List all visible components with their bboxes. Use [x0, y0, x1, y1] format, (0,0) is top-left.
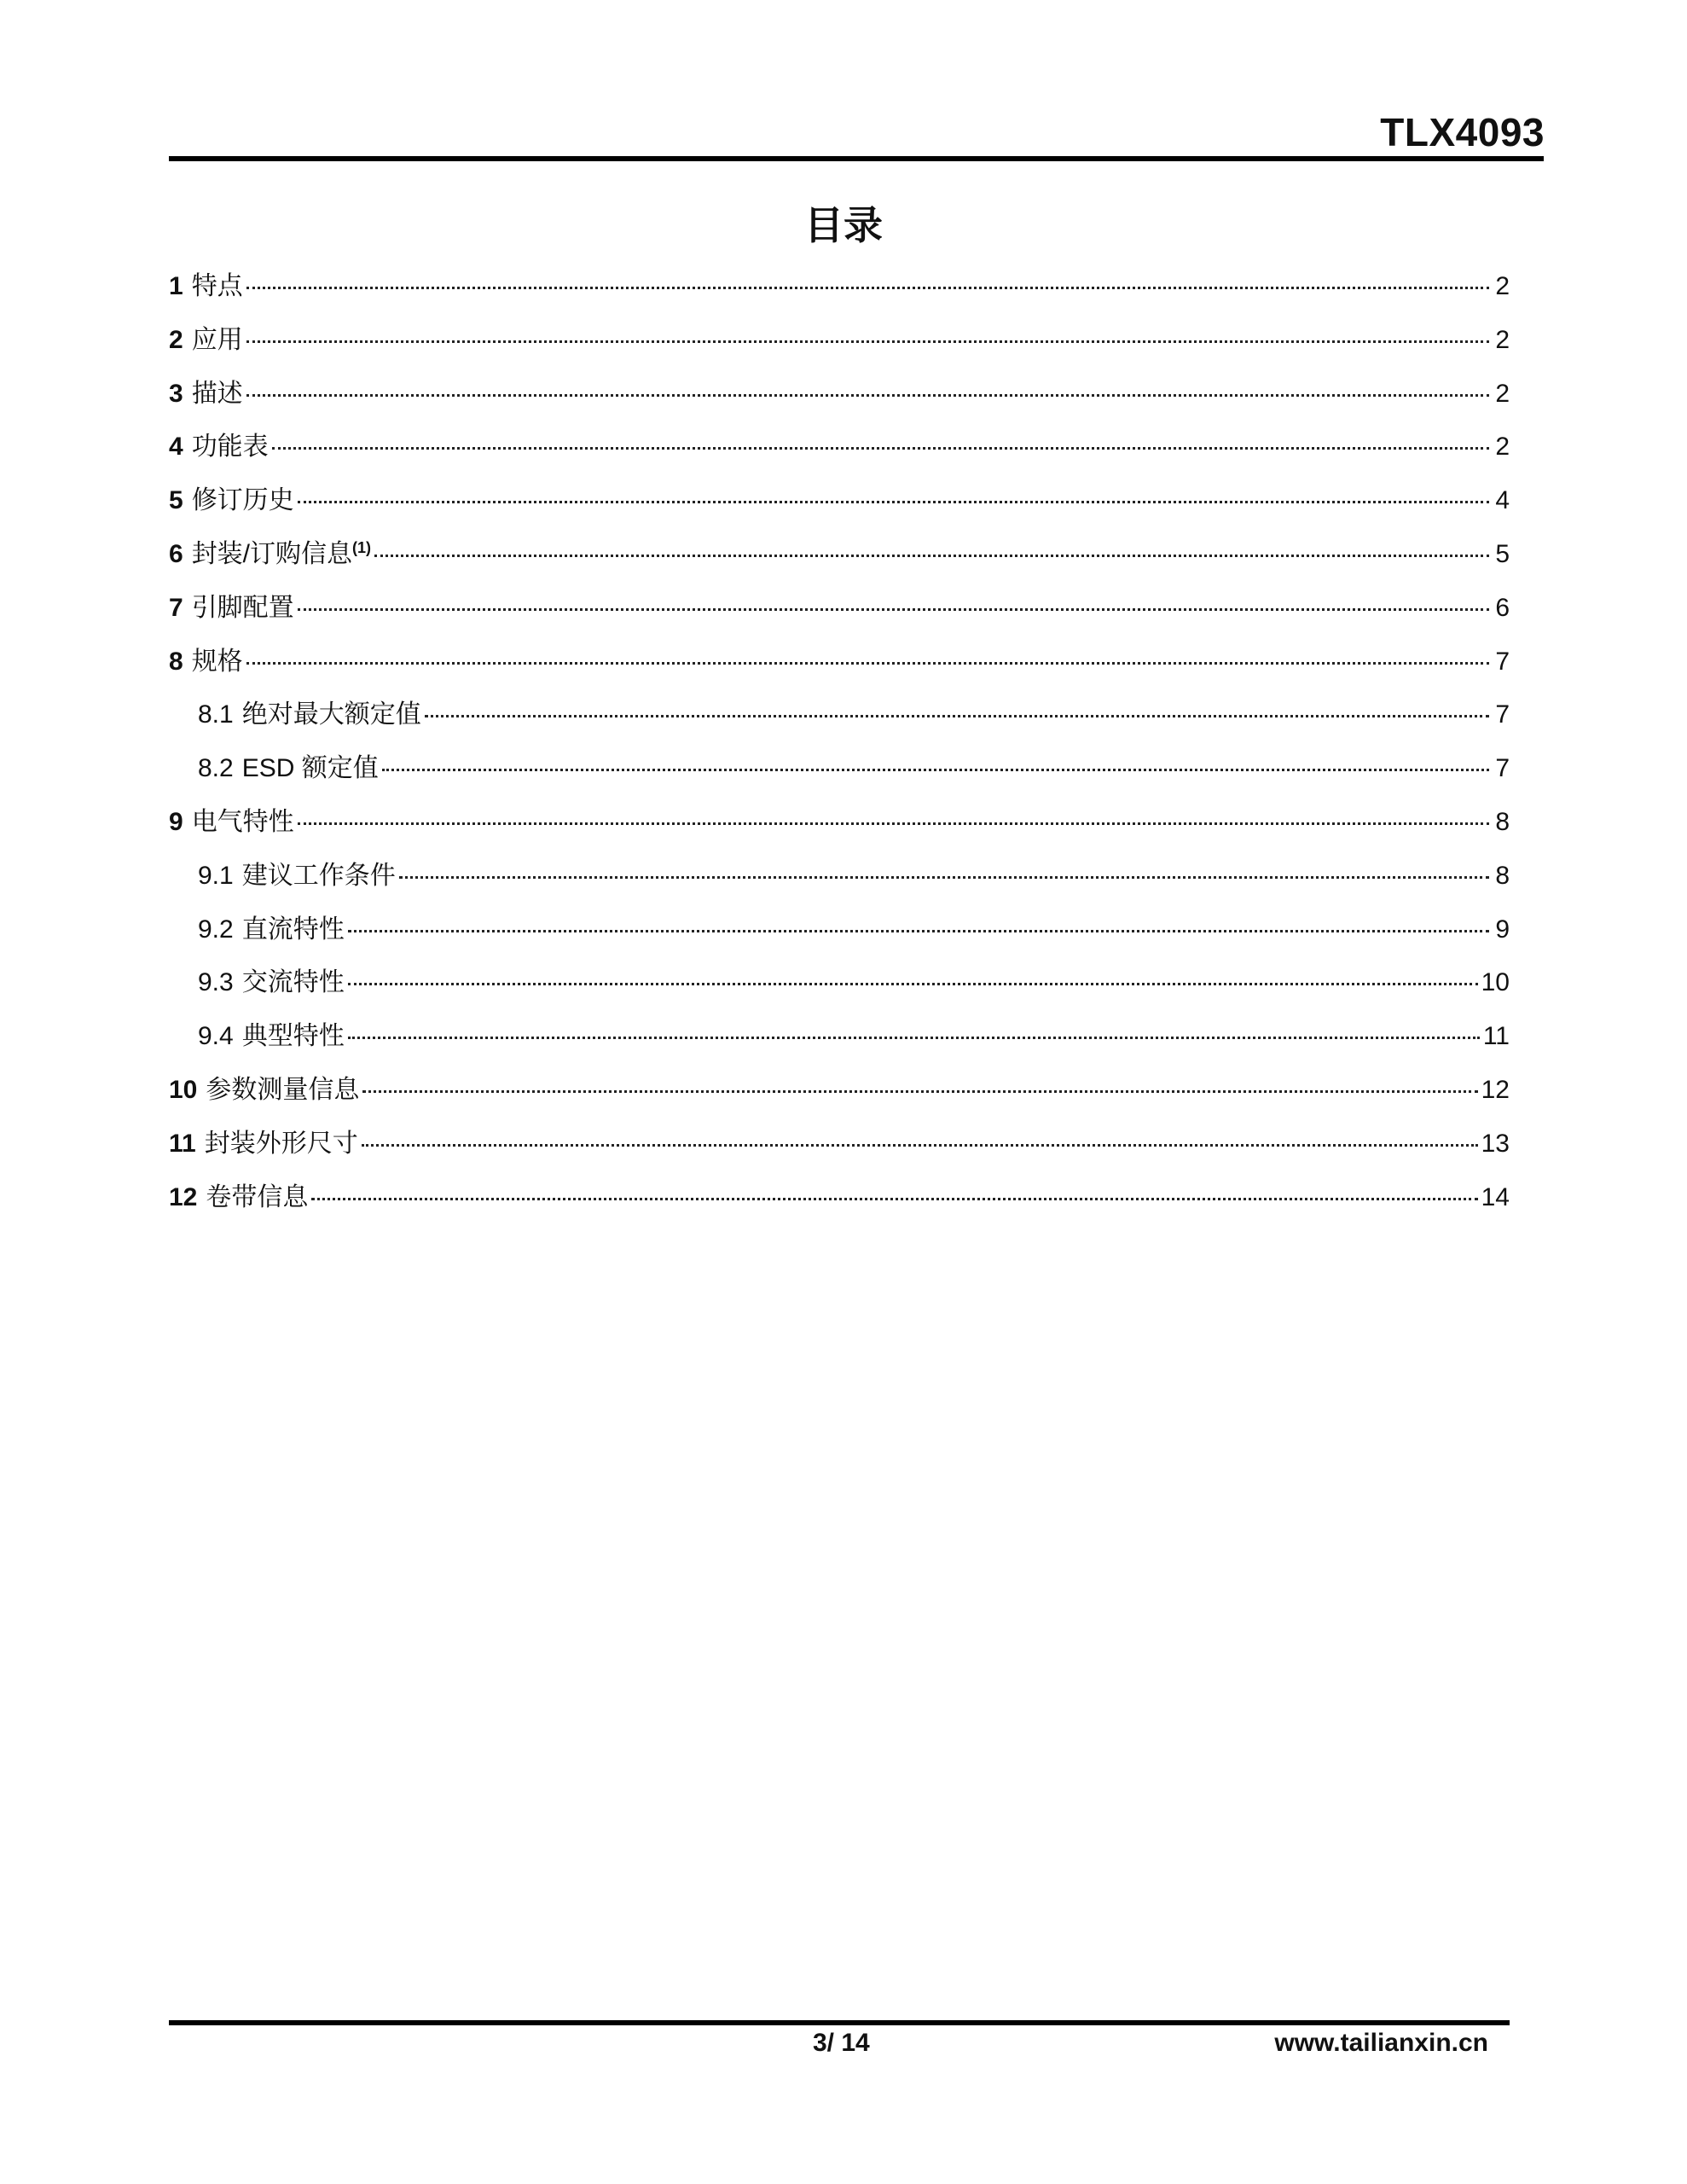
- dot-leader: [382, 769, 1489, 771]
- toc-entry[interactable]: [169, 800, 1510, 854]
- toc-entry-number: 9.4: [198, 1022, 234, 1051]
- toc-subentry[interactable]: [169, 854, 1510, 908]
- toc-entry-title: 参数测量信息: [206, 1075, 360, 1104]
- toc-entry-page: 2: [1495, 379, 1510, 408]
- toc-entry-number: 8: [169, 647, 183, 676]
- toc-entry-page: 8: [1495, 807, 1510, 836]
- footnote-marker: (1): [352, 538, 372, 556]
- toc-entry-page: 5: [1495, 539, 1510, 568]
- dot-leader: [246, 662, 1489, 665]
- document-title: TLX4093: [1380, 110, 1545, 154]
- dot-leader: [298, 608, 1489, 611]
- toc-entry-page: 8: [1495, 861, 1510, 890]
- dot-leader: [311, 1198, 1477, 1200]
- website-link[interactable]: www.tailianxin.cn: [1274, 2029, 1488, 2057]
- toc-entry-title: ESD 额定值: [241, 754, 379, 783]
- toc-entry-number: 2: [169, 325, 183, 354]
- toc-entry-title: 典型特性: [241, 1022, 345, 1051]
- dot-leader: [362, 1090, 1477, 1093]
- toc-entry-page: 11: [1482, 1022, 1510, 1051]
- dot-leader: [399, 876, 1489, 879]
- toc-subentry[interactable]: [169, 908, 1510, 961]
- dot-leader: [272, 447, 1489, 450]
- toc-entry-title: 直流特性: [241, 915, 345, 944]
- toc-entry[interactable]: [169, 264, 1510, 318]
- footer-divider: [169, 2020, 1510, 2025]
- toc-entry-number: 3: [169, 379, 183, 408]
- toc-entry-title: 特点: [191, 272, 243, 300]
- toc-entry-number: 4: [169, 433, 183, 462]
- toc-entry-title: 绝对最大额定值: [241, 700, 421, 729]
- toc-subentry[interactable]: [169, 693, 1510, 746]
- dot-leader: [246, 287, 1489, 289]
- toc-entry-title: 交流特性: [241, 968, 345, 997]
- toc-entry-page: 14: [1481, 1182, 1510, 1211]
- toc-entry-title: 卷带信息: [206, 1182, 309, 1211]
- toc-subentry[interactable]: [169, 961, 1510, 1014]
- table-of-contents: [169, 264, 1510, 1228]
- toc-entry-title: 修订历史: [191, 486, 294, 515]
- toc-entry-number: 10: [169, 1075, 198, 1104]
- toc-entry-number: 6: [169, 539, 183, 568]
- toc-entry-number: 8.1: [198, 700, 234, 729]
- toc-entry-title: 描述: [191, 379, 243, 408]
- toc-entry[interactable]: [169, 640, 1510, 694]
- toc-entry-page: 9: [1495, 915, 1510, 944]
- toc-entry-number: 1: [169, 272, 183, 300]
- toc-entry-number: 9.2: [198, 915, 234, 944]
- toc-entry-page: 12: [1481, 1075, 1510, 1104]
- page-number: 3/ 14: [813, 2029, 870, 2057]
- toc-entry-number: 11: [169, 1129, 196, 1158]
- toc-entry-page: 2: [1495, 272, 1510, 300]
- dot-leader: [298, 501, 1489, 503]
- toc-entry-page: 7: [1495, 700, 1510, 729]
- dot-leader: [425, 715, 1489, 717]
- toc-entry-title: 电气特性: [191, 807, 294, 836]
- toc-entry[interactable]: [169, 372, 1510, 426]
- toc-entry-number: 9.3: [198, 968, 234, 997]
- toc-entry-page: 13: [1481, 1129, 1510, 1158]
- header-divider: [169, 156, 1544, 161]
- toc-subentry[interactable]: [169, 746, 1510, 800]
- toc-entry[interactable]: [169, 1122, 1510, 1176]
- toc-entry-title: 建议工作条件: [241, 861, 396, 890]
- toc-entry-page: 2: [1495, 433, 1510, 462]
- toc-entry-page: 6: [1495, 593, 1510, 622]
- toc-entry-page: 2: [1495, 325, 1510, 354]
- toc-entry-page: 7: [1495, 647, 1510, 676]
- toc-entry-number: 9: [169, 807, 183, 836]
- dot-leader: [348, 930, 1489, 932]
- toc-entry[interactable]: [169, 532, 1510, 586]
- toc-heading: 目录: [804, 203, 883, 247]
- toc-entry-number: 12: [169, 1182, 198, 1211]
- toc-entry-title: 规格: [191, 647, 243, 676]
- toc-entry-number: 5: [169, 486, 183, 515]
- toc-entry[interactable]: [169, 586, 1510, 640]
- toc-entry[interactable]: [169, 1068, 1510, 1122]
- toc-entry-number: 7: [169, 593, 183, 622]
- toc-entry-title: 封装外形尺寸: [204, 1129, 358, 1158]
- dot-leader: [246, 394, 1489, 397]
- toc-entry[interactable]: [169, 318, 1510, 372]
- toc-entry-title: 引脚配置: [191, 593, 294, 622]
- toc-entry-title: 应用: [191, 325, 243, 354]
- toc-entry-title-text: 封装/订购信息: [191, 539, 353, 568]
- dot-leader: [374, 555, 1489, 557]
- toc-entry-page: 7: [1495, 754, 1510, 783]
- toc-entry-number: 8.2: [198, 754, 234, 783]
- toc-subentry[interactable]: [169, 1014, 1510, 1068]
- dot-leader: [348, 983, 1478, 985]
- toc-entry-page: 10: [1481, 968, 1510, 997]
- toc-entry-title: [192, 532, 371, 570]
- toc-entry[interactable]: [169, 425, 1510, 479]
- toc-entry-title: 功能表: [191, 433, 269, 462]
- dot-leader: [362, 1144, 1478, 1147]
- toc-entry[interactable]: [169, 1176, 1510, 1229]
- dot-leader: [298, 822, 1489, 825]
- dot-leader: [348, 1037, 1480, 1039]
- dot-leader: [246, 340, 1489, 343]
- toc-entry-page: 4: [1495, 486, 1510, 515]
- toc-entry-number: 9.1: [198, 861, 234, 890]
- toc-entry[interactable]: [169, 479, 1510, 532]
